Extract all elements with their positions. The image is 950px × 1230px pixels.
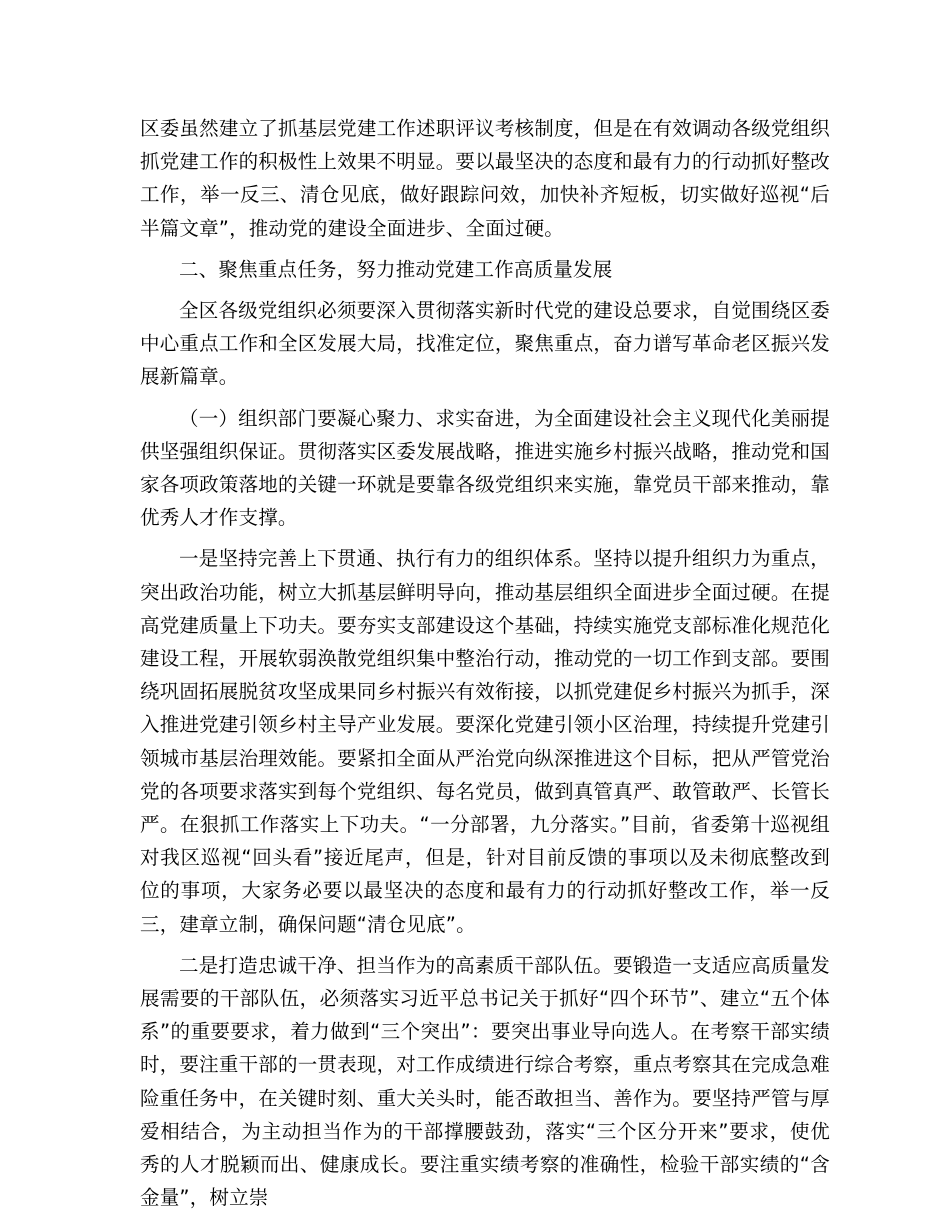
document-body [140,112,830,1223]
paragraph-continuation: 区委虽然建立了抓基层党建工作述职评议考核制度，但是在有效调动各级党组织抓党建工作的积极性上效果不明显。要以最坚决的态度和最有力的行动抓好整改工作，举一反三、清仓见底，做好跟踪问效，加快补齐短板，切实做好巡视“后半篇文章”，推动党的建设全面进步、全面过硬。 [140,117,830,240]
paragraph-point-two: 二是打造忠诚干净、担当作为的高素质干部队伍。要锻造一支适应高质量发展需要的干部队伍，必须落实习近平总书记关于抓好“四个环节”、建立“五个体系”的重要要求，着力做到“三个突出”：要突出事业导向选人。在考察干部实绩时，要注重干部的一贯表现，对工作成绩进行综合考察，重点考察其在完成急难险重任务中，在关键时刻、重大关头时，能否敢担当、善作为。要坚持严管与厚爱相结合，为主动担当作为的干部撑腰鼓劲，落实“三个区分开来”要求，使优秀的人才脱颖而出、健康成长。要注重实绩考察的准确性，检验干部实绩的“含金量”，树立崇 [140,953,830,1210]
paragraph-point-one: 一是坚持完善上下贯通、执行有力的组织体系。坚持以提升组织力为重点，突出政治功能，树立大抓基层鲜明导向，推动基层组织全面进步全面过硬。在提高党建质量上下功夫。要夯实支部建设这个基础，持续实施党支部标准化规范化建设工程，开展软弱涣散党组织集中整治行动，推动党的一切工作到支部。要围绕巩固拓展脱贫攻坚成果同乡村振兴有效衔接，以抓党建促乡村振兴为抓手，深入推进党建引领乡村主导产业发展。要深化党建引领小区治理，持续提升党建引领城市基层治理效能。要紧扣全面从严治党向纵深推进这个目标，把从严管党治党的各项要求落实到每个党组织、每名党员，做到真管真严、敢管敢严、长管长严。在狠抓工作落实上下功夫。“一分部署，九分落实。”目前，省委第十巡视组对我区巡视“回头看”接近尾声，但是，针对目前反馈的事项以及未彻底整改到位的事项，大家务必要以最坚决的态度和最有力的行动抓好整改工作，举一反三，建章立制，确保问题“清仓见底”。 [140,547,830,936]
subsection-heading-1: （一）组织部门要凝心聚力、求实奋进，为全面建设社会主义现代化美丽提供坚强组织保证。贯彻落实区委发展战略，推进实施乡村振兴战略，推动党和国家各项政策落地的关键一环就是要靠各级党组织来实施，靠党员干部来推动，靠优秀人才作支撑。 [140,406,830,530]
section-heading-2: 二、聚焦重点任务，努力推动党建工作高质量发展 [179,257,613,281]
paragraph-intro: 全区各级党组织必须要深入贯彻落实新时代党的建设总要求，自觉围绕区委中心重点工作和全区发展大局，找准定位，聚焦重点，奋力谱写革命老区振兴发展新篇章。 [140,299,830,389]
